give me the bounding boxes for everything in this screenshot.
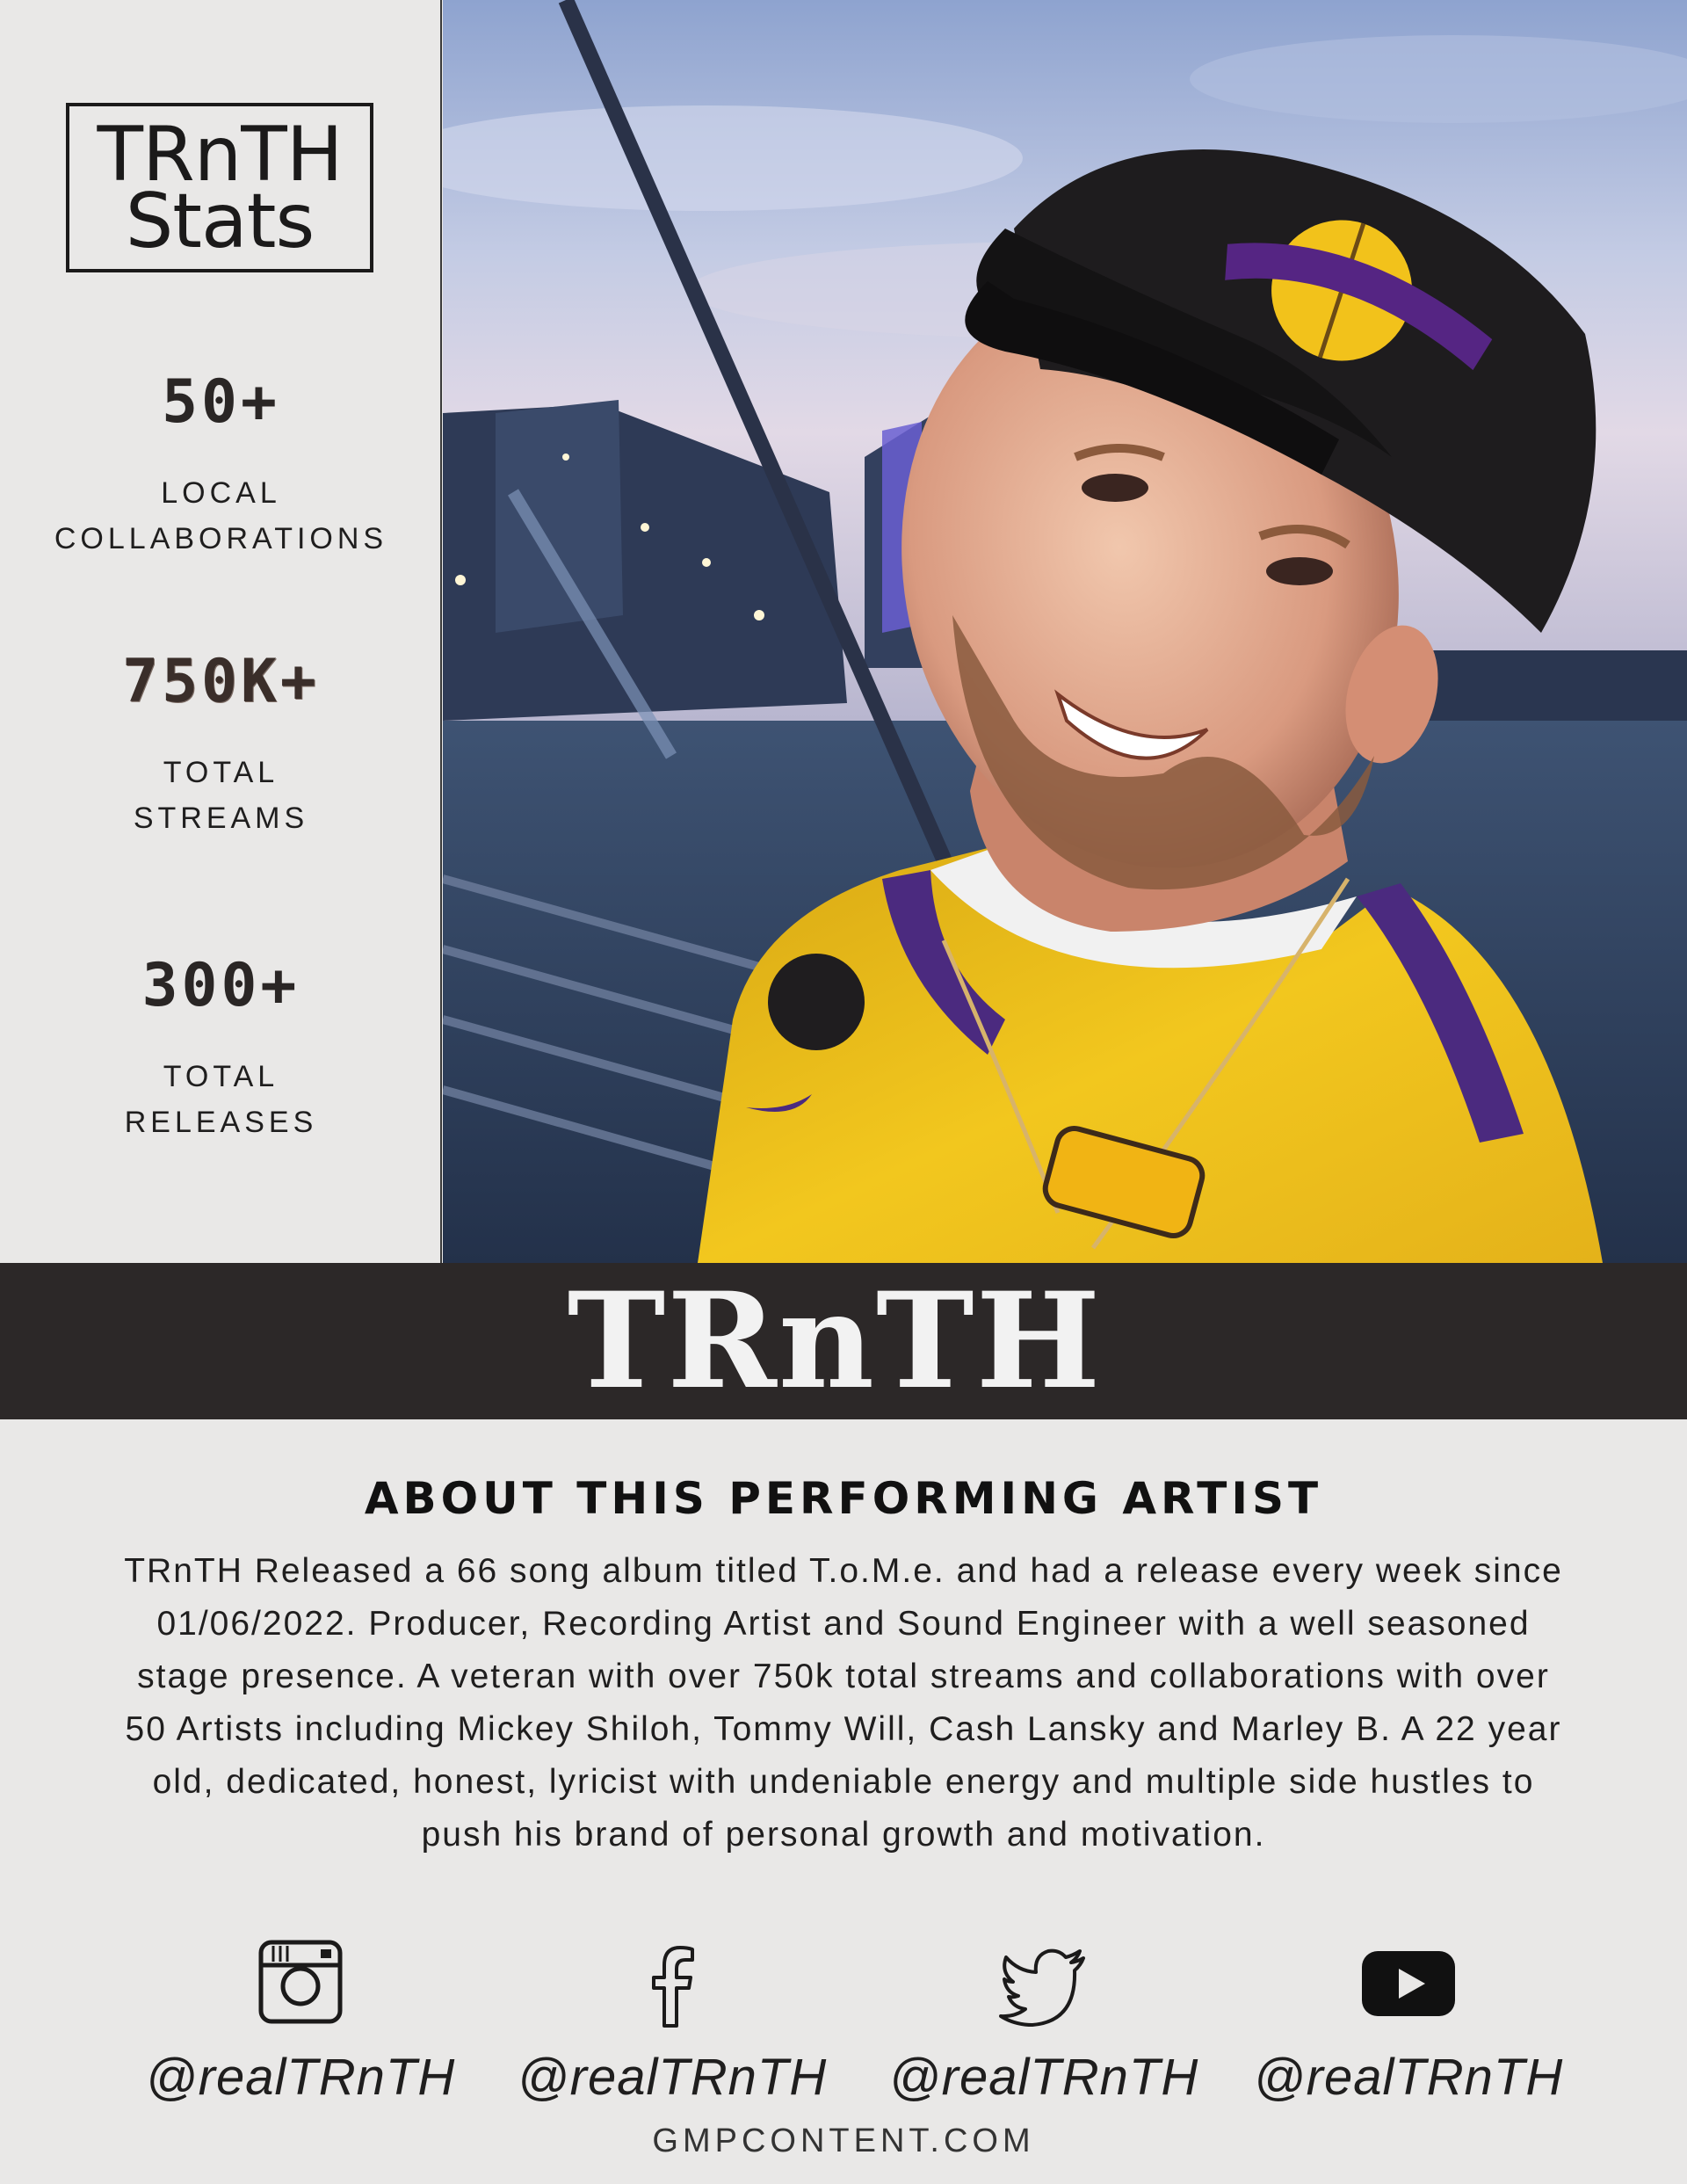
stat-label-line: COLLABORATIONS — [54, 522, 388, 555]
stat-label-line: LOCAL — [161, 476, 281, 510]
instagram-handle[interactable]: @realTRnTH — [145, 2049, 456, 2106]
logo-line-1: TRnTH — [97, 110, 343, 199]
stat-label-line: RELEASES — [124, 1106, 318, 1139]
stat-collaborations — [0, 367, 442, 562]
about-heading: ABOUT THIS PERFORMING ARTIST — [364, 1473, 1323, 1524]
website-link[interactable]: GMPCONTENT.COM — [652, 2122, 1035, 2159]
artist-name-banner — [0, 1263, 1687, 1419]
instagram-icon[interactable] — [252, 1934, 349, 2030]
artist-name: TRnTH — [567, 1264, 1103, 1419]
stats-logo — [66, 103, 373, 272]
artist-photo-illustration — [443, 0, 1687, 1263]
stat-label — [0, 470, 442, 562]
stat-streams — [0, 647, 442, 841]
twitter-handle[interactable]: @realTRnTH — [888, 2049, 1199, 2106]
stat-label-line: TOTAL — [163, 1060, 279, 1093]
stat-label — [0, 1054, 442, 1145]
stat-value: 300+ — [141, 951, 300, 1020]
youtube-handle[interactable]: @realTRnTH — [1253, 2049, 1564, 2106]
stat-label — [0, 750, 442, 841]
facebook-icon[interactable] — [624, 1934, 720, 2030]
stat-value: 750K+ — [122, 647, 320, 716]
logo-line-2: Stats — [125, 177, 315, 265]
stat-label-line: TOTAL — [163, 756, 279, 789]
youtube-icon[interactable] — [1360, 1934, 1457, 2030]
facebook-handle[interactable]: @realTRnTH — [517, 2049, 828, 2106]
artist-photo — [443, 0, 1687, 1263]
stat-value: 50+ — [162, 367, 280, 437]
stat-label-line: STREAMS — [133, 802, 309, 835]
twitter-icon[interactable] — [996, 1934, 1092, 2030]
stats-sidebar — [0, 0, 442, 1263]
stat-releases — [0, 951, 442, 1145]
about-body: TRnTH Released a 66 song album titled T.o.M.e. and had a release every week since 01/06/2022. Producer, Recording Artist and Sound Engineer with a well seasoned stage presence. A veteran with over 750k total streams and collaborations with over 50 Artists including Mickey Shiloh, Tommy Will, Cash Lansky and Marley B. A 22 year old, dedicated, honest, lyricist with undeniable energy and multiple side hustles to push his brand of personal growth and motivation. — [124, 1552, 1563, 1854]
